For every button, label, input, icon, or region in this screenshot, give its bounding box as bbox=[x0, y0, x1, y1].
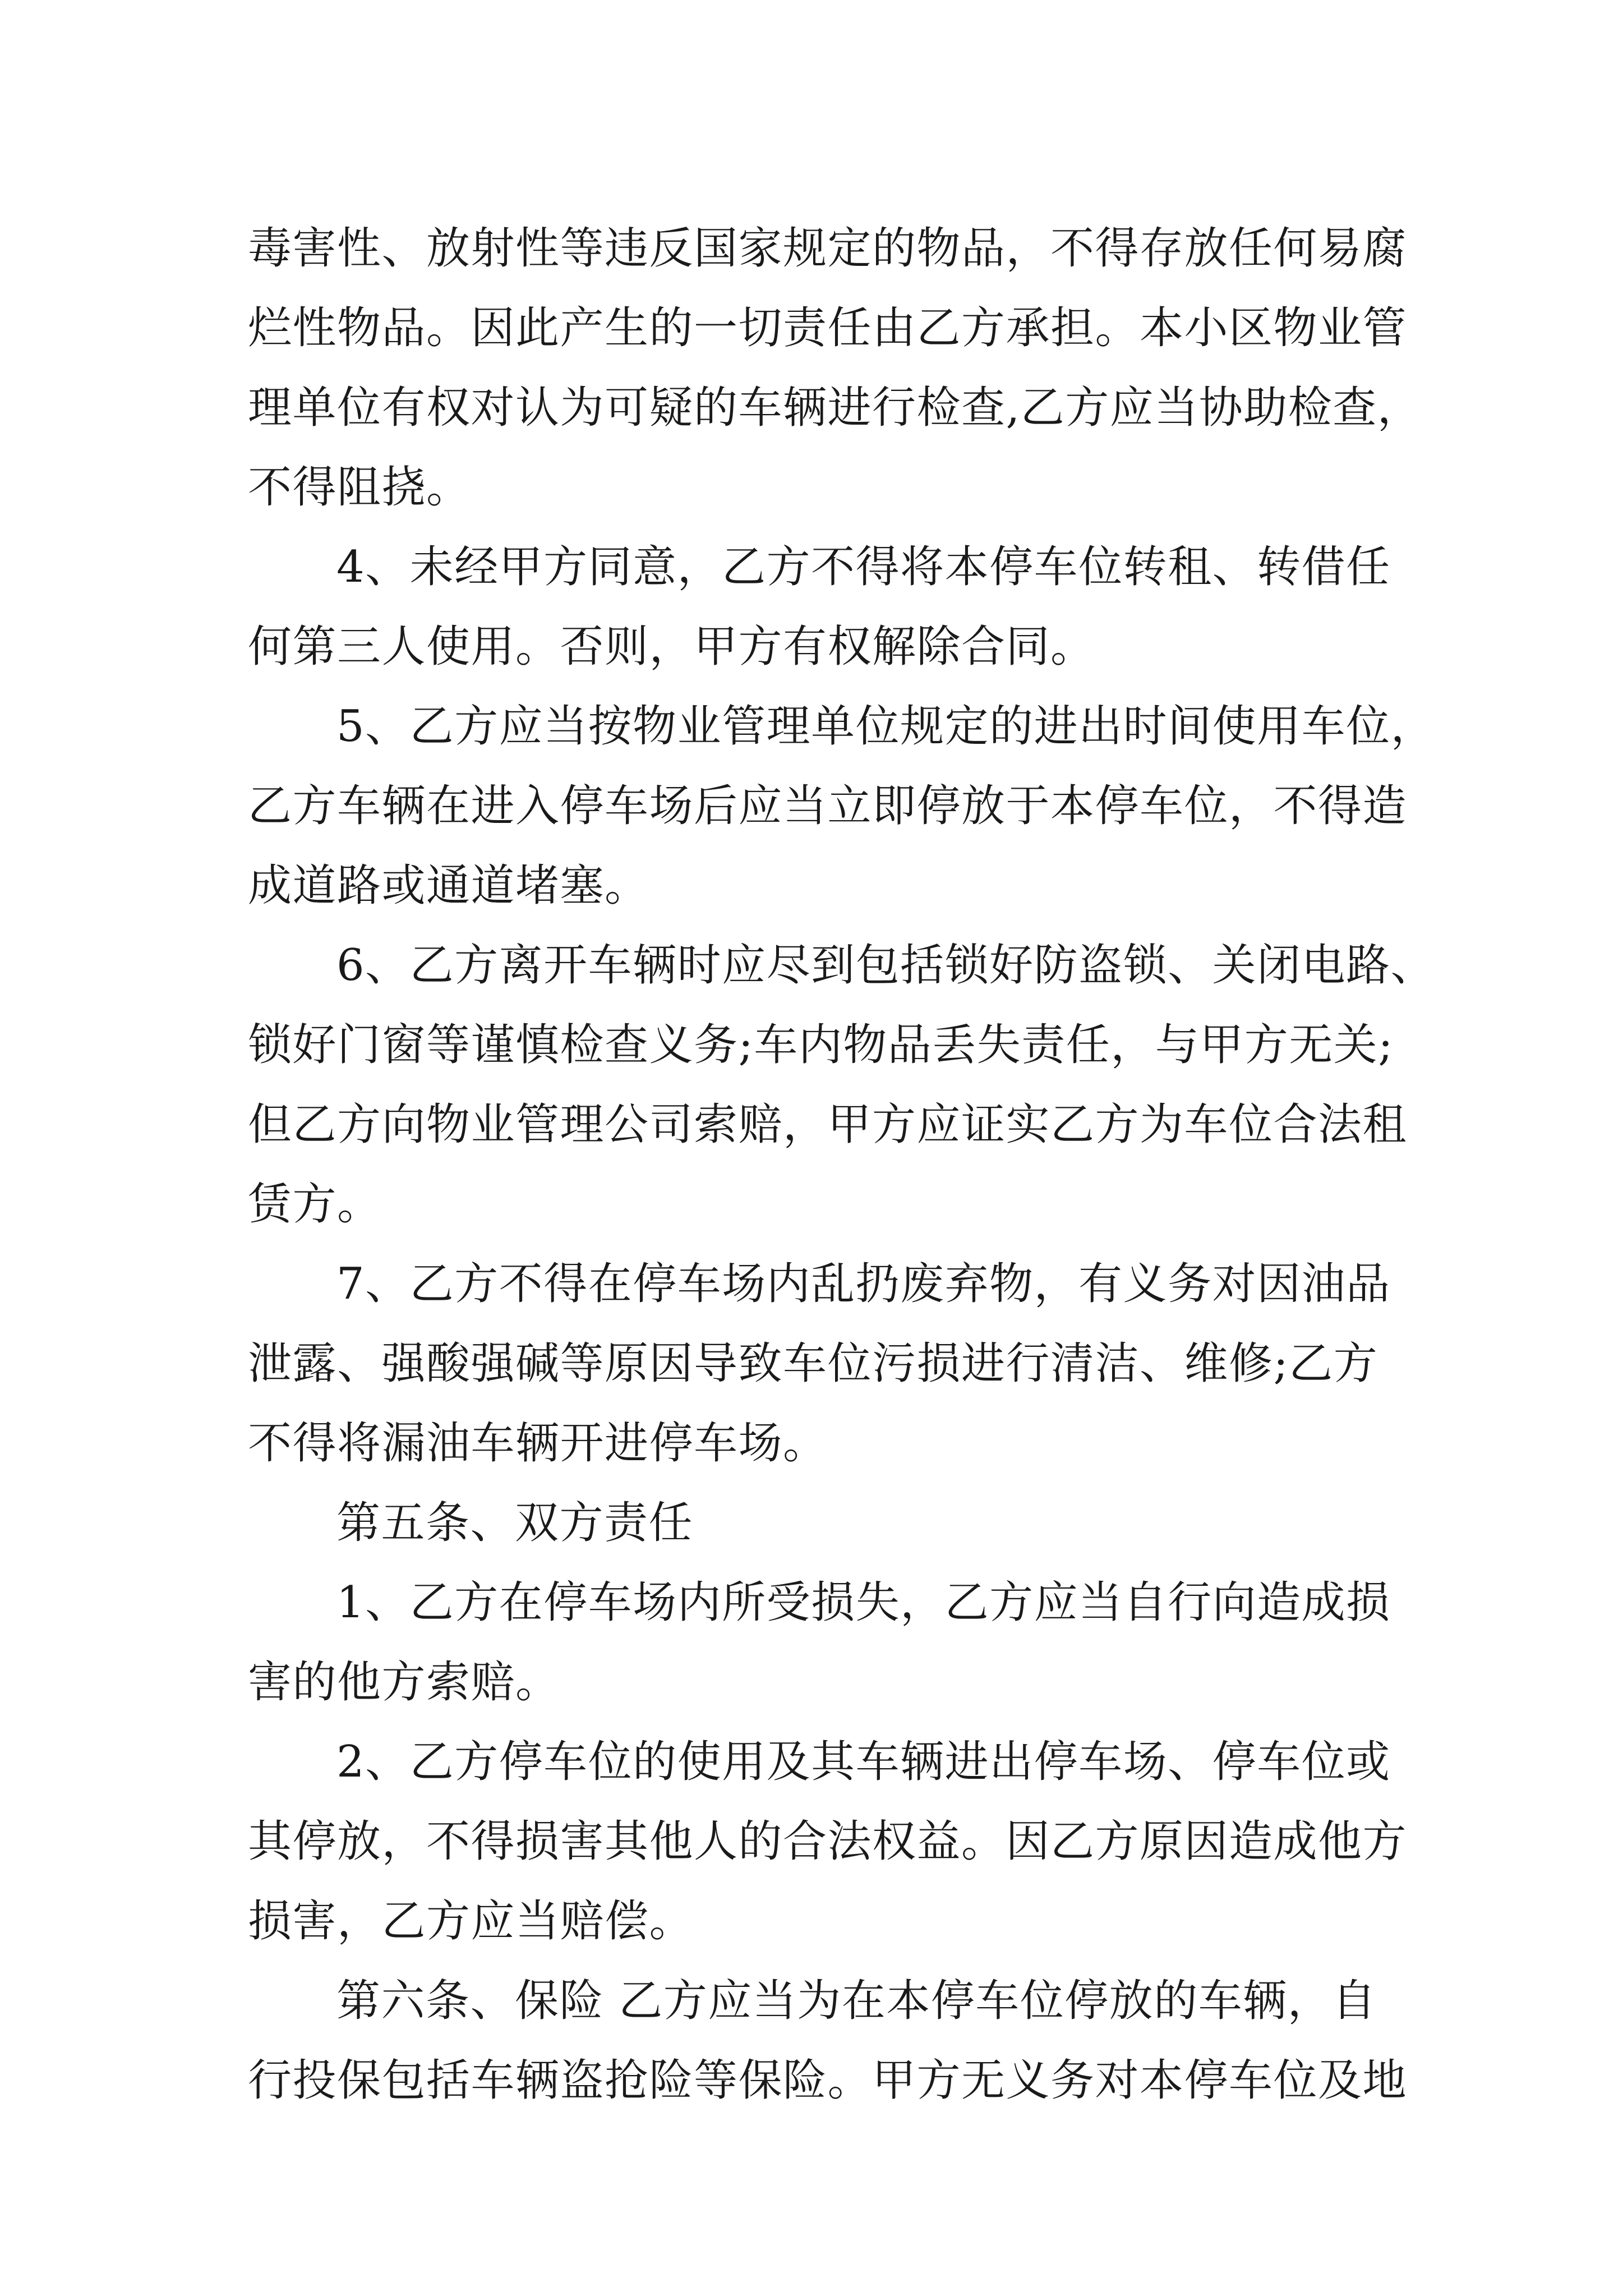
text-line: 不得将漏油车辆开进停车场。 bbox=[248, 1418, 828, 1469]
text-line: 行投保包括车辆盗抢险等保险。甲方无义务对本停车位及地 bbox=[248, 2055, 1408, 2106]
text-line: 害的他方索赔。 bbox=[248, 1657, 560, 1708]
text-line: 锁好门窗等谨慎检查义务;车内物品丢失责任，与甲方无关; bbox=[248, 1020, 1394, 1070]
clause-7-line: 7、乙方不得在停车场内乱扔废弃物，有义务对因油品 bbox=[336, 1259, 1391, 1309]
text-line: 烂性物品。因此产生的一切责任由乙方承担。本小区物业管 bbox=[248, 303, 1408, 353]
clause-4-line: 4、未经甲方同意，乙方不得将本停车位转租、转借任 bbox=[336, 542, 1391, 592]
clause-6-line: 6、乙方离开车辆时应尽到包括锁好防盗锁、关闭电路、 bbox=[336, 940, 1436, 991]
text-line: 赁方。 bbox=[248, 1179, 382, 1230]
section-heading-article-5: 第五条、双方责任 bbox=[336, 1498, 694, 1548]
clause-1-line: 1、乙方在停车场内所受损失，乙方应当自行向造成损 bbox=[336, 1577, 1391, 1628]
text-line: 泄露、强酸强碱等原因导致车位污损进行清洁、维修;乙方 bbox=[248, 1338, 1378, 1389]
section-heading-article-6: 第六条、保险 乙方应当为在本停车位停放的车辆，自 bbox=[336, 1976, 1377, 2026]
text-line: 其停放，不得损害其他人的合法权益。因乙方原因造成他方 bbox=[248, 1816, 1408, 1867]
clause-5-line: 5、乙方应当按物业管理单位规定的进出时间使用车位， bbox=[336, 701, 1436, 752]
text-line: 理单位有权对认为可疑的车辆进行检查,乙方应当协助检查， bbox=[248, 383, 1422, 433]
text-line: 成道路或通道堵塞。 bbox=[248, 861, 649, 911]
clause-2-line: 2、乙方停车位的使用及其车辆进出停车场、停车位或 bbox=[336, 1737, 1391, 1787]
text-line: 损害，乙方应当赔偿。 bbox=[248, 1896, 694, 1947]
text-line: 但乙方向物业管理公司索赔，甲方应证实乙方为车位合法租 bbox=[248, 1099, 1408, 1150]
text-line: 不得阻挠。 bbox=[248, 462, 471, 513]
text-line: 何第三人使用。否则，甲方有权解除合同。 bbox=[248, 622, 1095, 672]
text-line: 乙方车辆在进入停车场后应当立即停放于本停车位，不得造 bbox=[248, 781, 1408, 831]
text-line: 毒害性、放射性等违反国家规定的物品，不得存放任何易腐 bbox=[248, 223, 1408, 274]
document-body bbox=[248, 209, 1436, 2120]
